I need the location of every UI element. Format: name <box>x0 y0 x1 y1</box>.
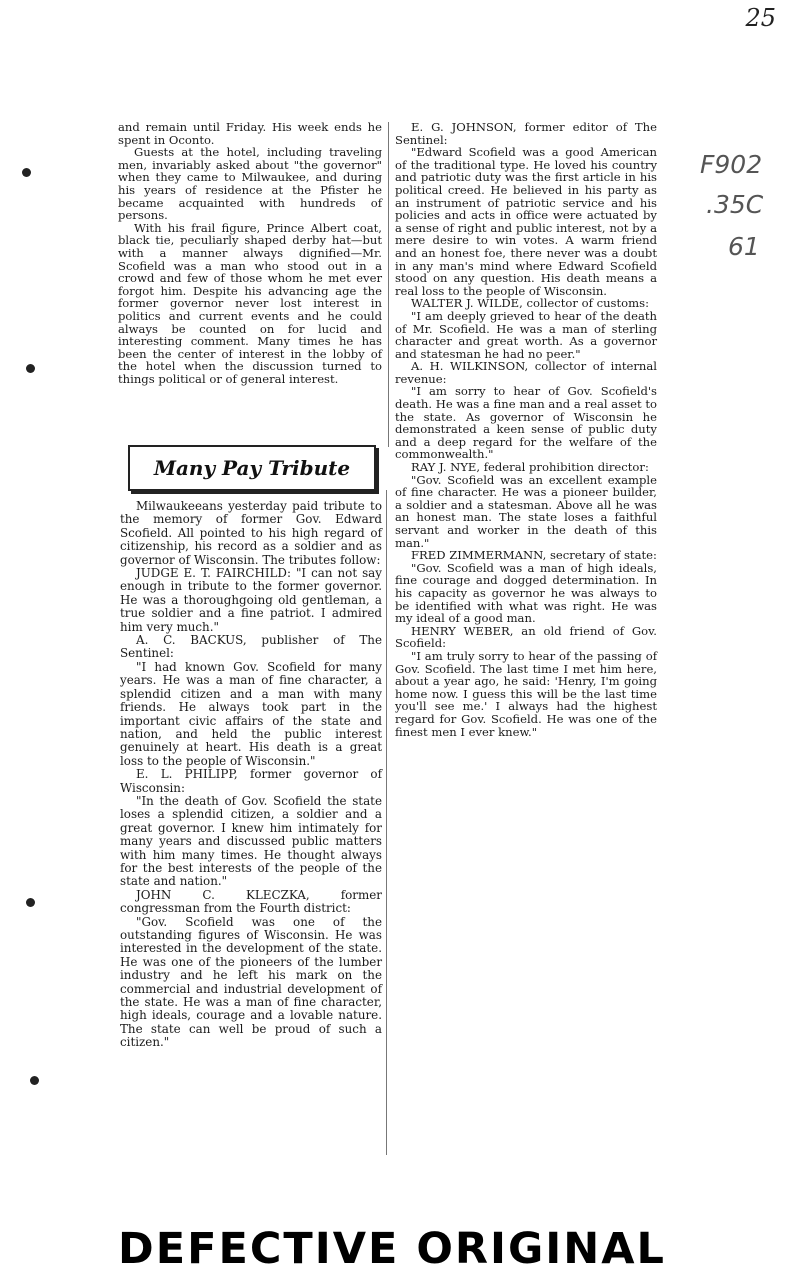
paragraph: A. H. WILKINSON, collector of internal revenue: <box>395 359 657 386</box>
margin-note-class: .35C <box>706 190 764 219</box>
paragraph: E. G. JOHNSON, former editor of The Sentinel: <box>395 120 657 147</box>
column-left-top <box>118 121 382 385</box>
column-rule <box>386 490 387 1155</box>
paragraph: WALTER J. WILDE, collector of customs: <box>411 296 649 311</box>
paragraph: JUDGE E. T. FAIRCHILD: "I can not say enough in tribute to the former governor. He was a thoroughgoing old gentleman, a true soldier and a fine patriot. I admired him very much." <box>120 566 382 634</box>
paragraph: HENRY WEBER, an old friend of Gov. Scofield: <box>395 623 657 651</box>
column-left-bottom <box>120 500 382 1050</box>
paragraph: With his frail figure, Prince Albert coat, black tie, peculiarly shaped derby hat—but with a manner always dignified—Mr. Scofield was a man who stood out in a crowd and few of those whom he met ever forgot him. Despite his advancing age the former governor never lost interest in politics and current events and he could always be counted on for lucid and interesting comment. Many times he has been the center of interest in the lobby of the hotel when the discussion turned to things political or of general interest. <box>118 220 382 386</box>
paragraph: FRED ZIMMERMANN, secretary of state: <box>411 548 657 563</box>
binding-hole <box>30 1076 39 1085</box>
page-number: 25 <box>745 4 776 32</box>
paragraph: "Gov. Scofield was an excellent example of fine character. He was a pioneer builder, a soldier and a statesman. Above all he was an honest man. The state loses a faithful servant and worker in the death of this man." <box>395 472 657 550</box>
paragraph: E. L. PHILIPP, former governor of Wisconsin: <box>120 767 382 795</box>
paragraph: "In the death of Gov. Scofield the state loses a splendid citizen, a soldier and a great governor. I knew him intimately for many years and discussed public matters with him many times. He thought always for the best interests of the people of the state and nation." <box>120 793 382 889</box>
binding-hole <box>26 898 35 907</box>
binding-hole <box>26 364 35 373</box>
paragraph: Guests at the hotel, including traveling men, invariably asked about "the governor" when they came to Milwaukee, and during his years of residence at the Pfister he became acquainted with hundreds of persons. <box>118 145 382 223</box>
margin-note-number: 61 <box>728 232 760 261</box>
margin-note-catalog: F902 <box>700 150 763 179</box>
paragraph: "I am truly sorry to hear of the passing of Gov. Scofield. The last time I met him here, about a year ago, he said: 'Henry, I'm going home now. I guess this will be the last time you'll see me.' I always had the highest regard for Gov. Scofield. He was one of the finest men I ever knew." <box>395 648 657 739</box>
paragraph: and remain until Friday. His week ends he spent in Oconto. <box>118 120 382 147</box>
paragraph: "I had known Gov. Scofield for many years. He was a man of fine character, a splendid citizen and a man with many friends. He always took part in the important civic affairs of the state and nation, and held the public interest genuinely at heart. His death is a great loss to the people of Wisconsin." <box>120 659 382 768</box>
column-rule <box>388 122 389 447</box>
paragraph: A. C. BACKUS, publisher of The Sentinel: <box>120 633 382 661</box>
binding-hole <box>22 168 31 177</box>
paragraph: "Edward Scofield was a good American of the traditional type. He loved his country and patriotic duty was the first article in his political creed. He believed in his party as an instrument of patriotic service and his policies and acts in office were actuated by a sense of right and public interest, not by a mere desire to win votes. A warm friend and an honest foe, there never was a doubt in any man's mind where Edward Scofield stood on any question. His death means a real loss to the people of Wisconsin. <box>395 145 657 298</box>
paragraph: "Gov. Scofield was a man of high ideals, fine courage and dogged determination. In his capacity as governor he was always to be identified with what was right. He was my ideal of a good man. <box>395 560 657 626</box>
headline: Many Pay Tribute <box>153 456 351 480</box>
defective-original-stamp: DEFECTIVE ORIGINAL <box>118 1224 666 1274</box>
paragraph: Milwaukeeans yesterday paid tribute to the memory of former Gov. Edward Scofield. All pointed to his high regard of citizenship, his record as a soldier and as governor of Wisconsin. The tributes follow: <box>120 499 382 567</box>
paragraph: "I am deeply grieved to hear of the death of Mr. Scofield. He was a man of sterling character and great worth. As a governor and statesman he had no peer." <box>395 308 657 361</box>
headline-box <box>128 445 376 491</box>
column-right <box>395 121 657 738</box>
paragraph: "Gov. Scofield was one of the outstanding figures of Wisconsin. He was interested in the development of the state. He was one of the pioneers of the lumber industry and he left his mark on the commercial and industrial development of the state. He was a man of fine character, high ideals, courage and a lovable nature. The state can well be proud of such a citizen." <box>120 914 382 1050</box>
paragraph: RAY J. NYE, federal prohibition director: <box>411 460 649 475</box>
paragraph: "I am sorry to hear of Gov. Scofield's death. He was a fine man and a real asset to the state. As governor of Wisconsin he demonstrated a keen sense of public duty and a deep regard for the welfare of the commonwealth." <box>395 384 657 462</box>
paragraph: JOHN C. KLECZKA, former congressman from the Fourth district: <box>120 887 382 916</box>
